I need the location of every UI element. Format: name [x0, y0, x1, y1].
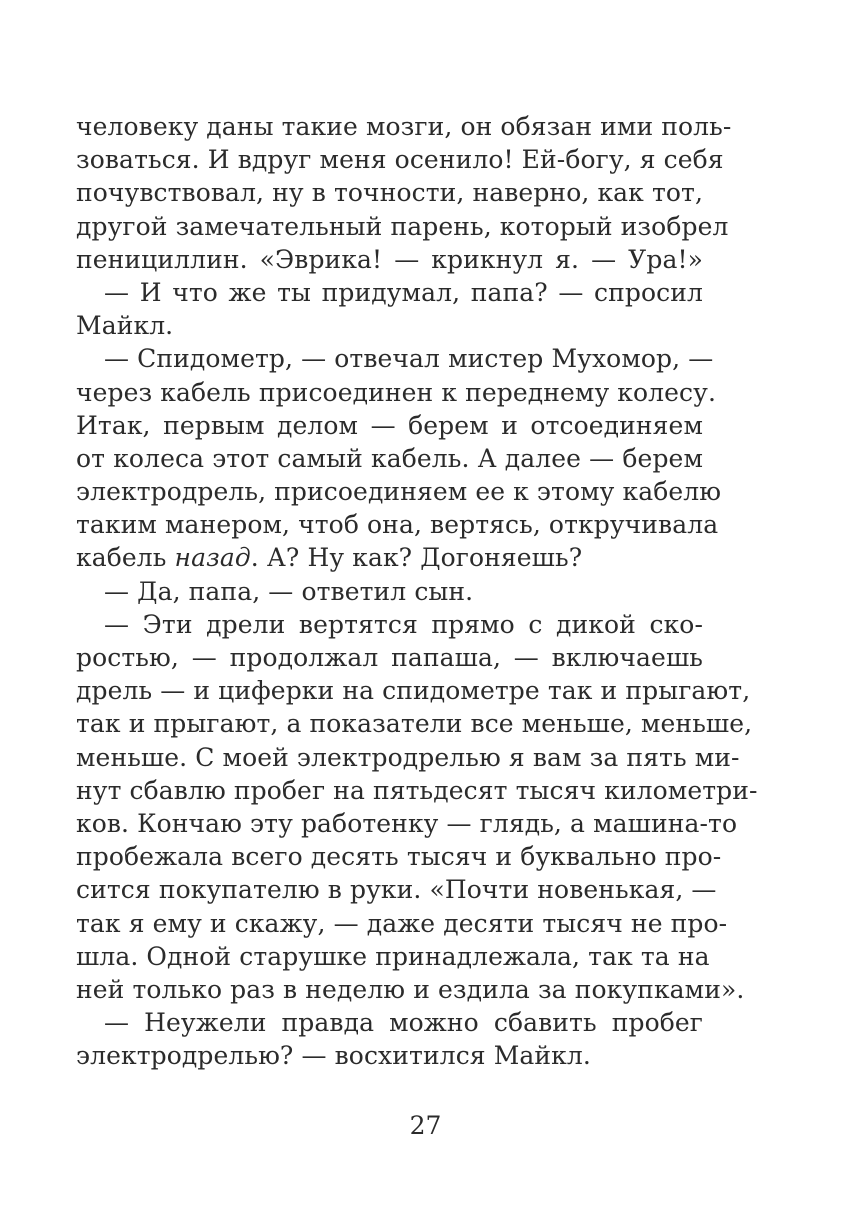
text-line: дрель — и циферки на спидометре так и прыгают,	[76, 676, 751, 706]
text-line: ней только раз в неделю и ездила за покупками».	[76, 974, 745, 1004]
text-line	[76, 541, 703, 574]
text-line: — Неужели правда можно сбавить пробег	[104, 1008, 703, 1038]
text-line: нут сбавлю пробег на пятьдесят тысяч километри-	[76, 775, 758, 805]
text-fragment: кабель	[76, 543, 175, 573]
text-line: пенициллин. «Эврика! — крикнул я. — Ура!»	[76, 244, 703, 274]
page-number: 27	[409, 1111, 442, 1140]
text-line: — Эти дрели вертятся прямо с дикой ско-	[104, 609, 703, 639]
text-line: зоваться. И вдруг меня осенило! Ей-богу, я себя	[76, 145, 724, 175]
text-line: ков. Кончаю эту работенку — глядь, а машина-то	[76, 808, 738, 838]
text-line: — Да, папа, — ответил сын.	[104, 576, 474, 606]
text-line: сится покупателю в руки. «Почти новенькая, —	[76, 875, 717, 905]
text-line: таким манером, чтоб она, вертясь, откручивала	[76, 510, 719, 540]
text-line: от колеса этот самый кабель. А далее — берем	[76, 443, 703, 473]
text-line: так и прыгают, а показатели все меньше, меньше,	[76, 709, 753, 739]
text-line: пробежала всего десять тысяч и буквально про-	[76, 842, 722, 872]
text-line: Итак, первым делом — берем и отсоединяем	[76, 410, 703, 440]
text-line: почувствовал, ну в точности, наверно, как тот,	[76, 178, 703, 208]
text-line: через кабель присоединен к переднему колесу.	[76, 377, 717, 407]
text-line: человеку даны такие мозги, он обязан ими поль-	[76, 112, 732, 141]
page-body-text	[76, 110, 758, 1072]
text-line: Майкл.	[76, 311, 174, 341]
text-line: — Спидометр, — отвечал мистер Мухомор, —	[104, 344, 714, 374]
text-line: электродрель, присоединяем ее к этому кабелю	[76, 477, 722, 507]
text-line: электродрелью? — восхитился Майкл.	[76, 1041, 591, 1071]
text-line: — И что же ты придумал, папа? — спросил	[104, 277, 703, 307]
text-line: ростью, — продолжал папаша, — включаешь	[76, 643, 703, 672]
text-line: шла. Одной старушке принадлежала, так та на	[76, 941, 710, 971]
italic-word: назад	[174, 543, 251, 573]
text-line: меньше. С моей электродрелью я вам за пять ми-	[76, 742, 740, 772]
text-fragment: . А? Ну как? Догоняешь?	[250, 543, 583, 573]
text-line: другой замечательный парень, который изобрел	[76, 211, 729, 241]
text-line: так я ему и скажу, — даже десяти тысяч не про-	[76, 908, 728, 938]
